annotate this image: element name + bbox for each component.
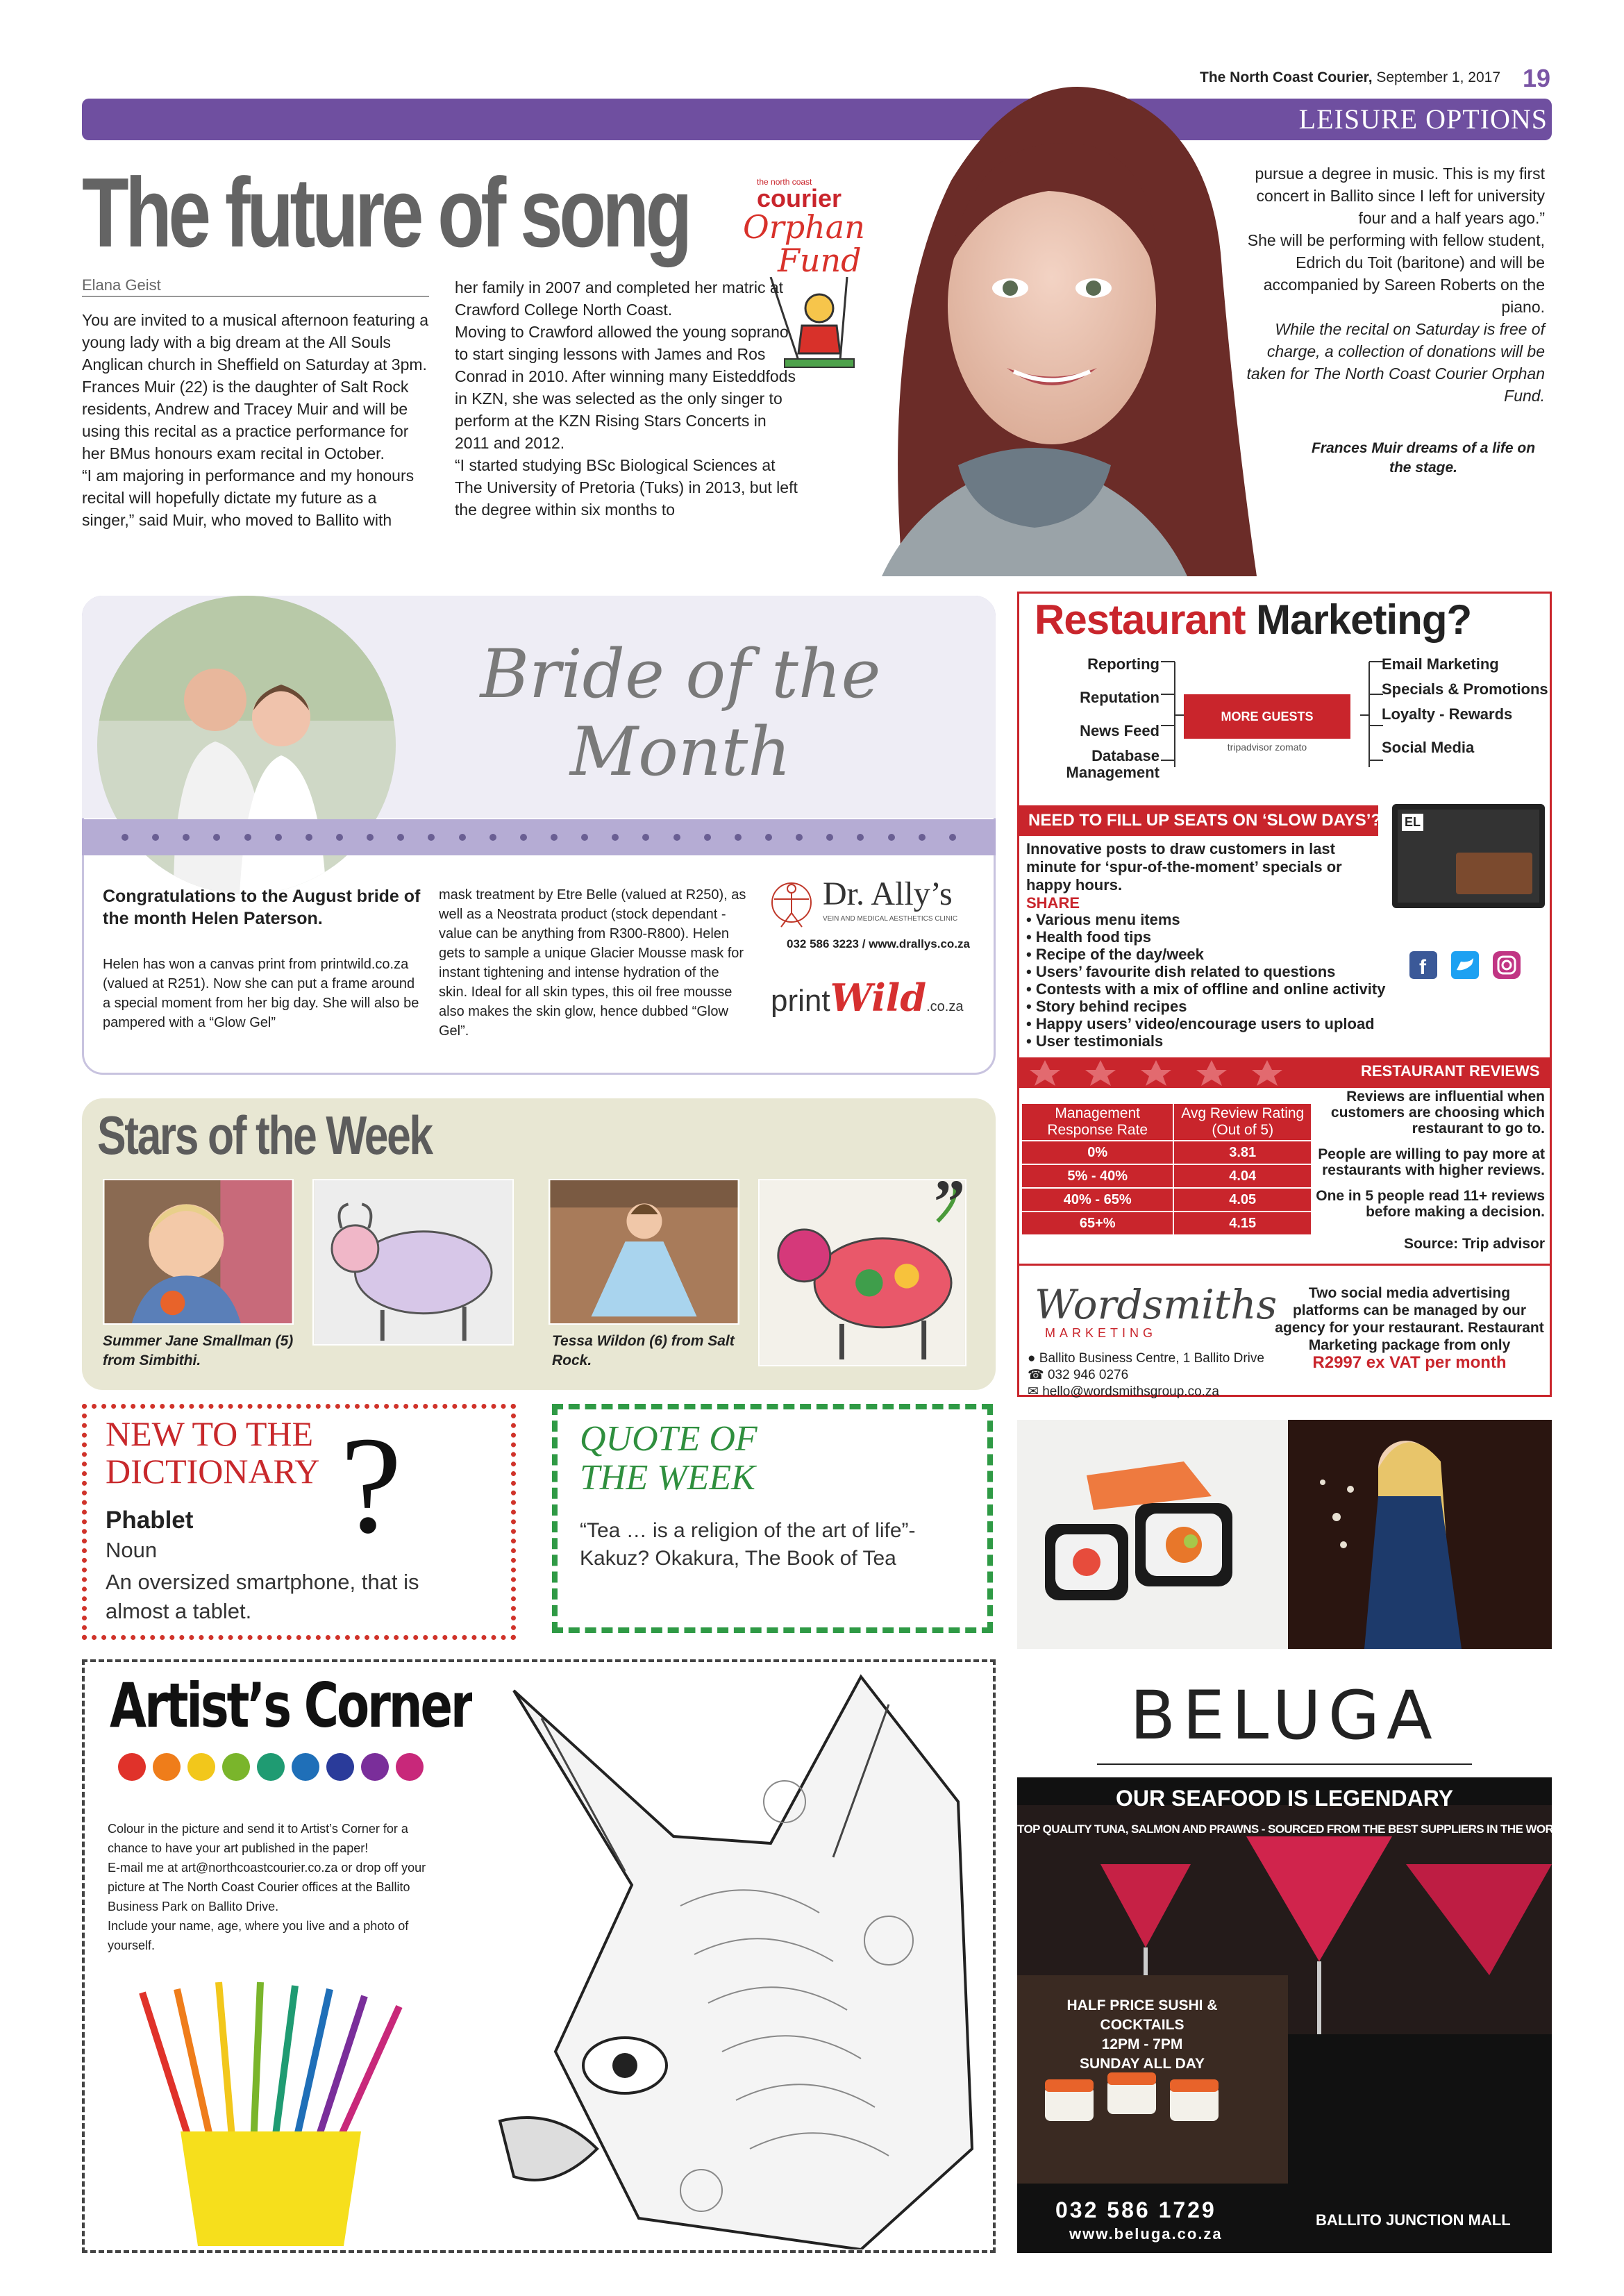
story-column-3 bbox=[1225, 162, 1545, 407]
rm-right-item: Social Media bbox=[1382, 739, 1475, 756]
beluga-ad bbox=[1017, 1420, 1568, 2253]
headline: The future of song bbox=[82, 158, 689, 268]
rm-title-red: Restaurant bbox=[1035, 596, 1246, 643]
summer-photo bbox=[103, 1179, 294, 1325]
beluga-divider bbox=[1097, 1763, 1472, 1765]
table-row bbox=[1021, 1212, 1312, 1235]
review-facts bbox=[1316, 1089, 1545, 1220]
offer-line: HALF PRICE SUSHI & COCKTAILS bbox=[1066, 1997, 1218, 2033]
byline: Elana Geist bbox=[82, 276, 429, 297]
social-icons bbox=[1409, 948, 1527, 982]
quote-marks: ” bbox=[934, 1168, 965, 1237]
restaurant-reviews-label: RESTAURANT REVIEWS bbox=[1361, 1062, 1540, 1080]
table-header: Management Response Rate bbox=[1021, 1103, 1173, 1141]
table-cell: 0% bbox=[1021, 1141, 1173, 1164]
definition: An oversized smartphone, that is almost a tablet. bbox=[106, 1570, 419, 1623]
question-mark: ? bbox=[340, 1409, 402, 1562]
tessa-caption: Tessa Wildon (6) from Salt Rock. bbox=[552, 1333, 735, 1368]
offer-text: Two social media advertising platforms can be managed by our agency for your restaurant. Restaurant Marketing package from only bbox=[1275, 1285, 1544, 1353]
dot bbox=[551, 834, 558, 841]
dot bbox=[275, 834, 282, 841]
location-icon: ● bbox=[1028, 1351, 1039, 1366]
beluga-subline: TOP QUALITY TUNA, SALMON AND PRAWNS - SOURCED FROM THE BEST SUPPLIERS IN THE WORLD bbox=[1017, 1822, 1568, 1836]
paragraph: She will be performing with fellow student, Edrich du Toit (baritone) and will be accompanied by Sareen Roberts on the piano. bbox=[1247, 231, 1545, 316]
story-column-2 bbox=[455, 276, 798, 521]
dot bbox=[152, 834, 159, 841]
table-cell: 3.81 bbox=[1173, 1141, 1312, 1164]
paragraph: You are invited to a musical afternoon featuring a young lady with a big dream at the All Souls Anglican church in Sheffield on Saturday at 3pm. bbox=[82, 311, 429, 374]
dot bbox=[826, 834, 833, 841]
paragraph: her family in 2007 and completed her matric at Crawford College North Coast. bbox=[455, 278, 784, 319]
dot bbox=[459, 834, 466, 841]
wordsmiths-logo: Wordsmiths bbox=[1035, 1281, 1278, 1328]
table-row bbox=[1021, 1188, 1312, 1212]
section-label: LEISURE OPTIONS bbox=[1298, 103, 1548, 135]
dot bbox=[673, 834, 680, 841]
rm-left-item: Database Management bbox=[1066, 747, 1160, 781]
tablet-food-image bbox=[1456, 853, 1532, 894]
part-of-speech: Noun bbox=[106, 1538, 158, 1562]
dot bbox=[642, 834, 649, 841]
table-cell: 4.04 bbox=[1173, 1164, 1312, 1188]
dot bbox=[213, 834, 220, 841]
paragraph: Frances Muir (22) is the daughter of Salt Rock residents, Andrew and Tracey Muir and will be using this recital as a practice performance for her BMus honours exam recital in October. bbox=[82, 378, 409, 462]
more-guests-badge: MORE GUESTS bbox=[1184, 694, 1350, 739]
dot bbox=[489, 834, 496, 841]
review-fact: People are willing to pay more at restaurants with higher reviews. bbox=[1318, 1146, 1545, 1178]
beluga-claim: OUR SEAFOOD IS LEGENDARY bbox=[1116, 1786, 1453, 1811]
rm-share-label: SHARE bbox=[1026, 894, 1080, 912]
rm-social-logos: tripadvisor zomato bbox=[1227, 741, 1307, 753]
review-source: Source: Trip advisor bbox=[1403, 1236, 1545, 1252]
paragraph: Colour in the picture and send it to Artist’s Corner for a chance to have your art published in the paper! bbox=[108, 1822, 408, 1855]
rm-subtext: Innovative posts to draw customers in last minute for ‘spur-of-the-moment’ specials or happy hours. bbox=[1026, 840, 1342, 894]
rm-right-list bbox=[1382, 656, 1548, 756]
rm-share-item: • Recipe of the day/week bbox=[1026, 946, 1204, 963]
offer-price: R2997 ex VAT per month bbox=[1312, 1353, 1507, 1372]
bride-text-2: mask treatment by Etre Belle (valued at R250), as well as a Neostrata product (stock dependant - value can be anything from R300-R800). Helen gets to sample a unique Glacier Mousse mask for instant tightening and intense hydration of the skin. Ideal for all skin types, this oil free mousse also makes the skin glow, hence dubbed “Glow Gel”. bbox=[439, 887, 746, 1039]
paragraph: E-mail me at art@northcoastcourier.co.za or drop off your picture at The North Coast Courier offices at the Ballito Business Park on Ballito Drive. bbox=[108, 1861, 426, 1913]
printwild-print: print bbox=[771, 984, 830, 1018]
review-fact: One in 5 people read 11+ reviews before making a decision. bbox=[1316, 1188, 1545, 1220]
rm-share-item: • User testimonials bbox=[1026, 1032, 1164, 1050]
rm-title-black: Marketing? bbox=[1256, 596, 1472, 643]
rm-share-item: • Happy users’ video/encourage users to upload bbox=[1026, 1015, 1375, 1032]
table-cell: 40% - 65% bbox=[1021, 1188, 1173, 1212]
coloured-pencils-icon bbox=[115, 1979, 434, 2246]
beluga-location: BALLITO JUNCTION MALL bbox=[1316, 2211, 1511, 2229]
paragraph: pursue a degree in music. This is my first concert in Ballito since I left for university four and a half years ago.” bbox=[1255, 165, 1545, 227]
dr-allys-contact: 032 586 3223 / www.drallys.co.za bbox=[787, 937, 970, 950]
dot bbox=[367, 834, 374, 841]
dot bbox=[305, 834, 312, 841]
dot bbox=[735, 834, 742, 841]
review-fact: Reviews are influential when customers are choosing which restaurant to go to. bbox=[1330, 1089, 1545, 1137]
dictionary-title bbox=[106, 1415, 319, 1490]
tablet-screen bbox=[1398, 810, 1539, 903]
dot bbox=[704, 834, 711, 841]
dot bbox=[581, 834, 588, 841]
page-number: 19 bbox=[1522, 64, 1550, 92]
summer-caption: Summer Jane Smallman (5) from Simbithi. bbox=[103, 1333, 294, 1368]
rm-share-item: • Story behind recipes bbox=[1026, 998, 1187, 1015]
bride-headline: Congratulations to the August bride of the month Helen Paterson. bbox=[103, 887, 421, 928]
dot bbox=[612, 834, 619, 841]
dot bbox=[919, 834, 926, 841]
phone-text: 032 946 0276 bbox=[1047, 1368, 1129, 1382]
dot bbox=[183, 834, 190, 841]
rm-share-item: • Various menu items bbox=[1026, 911, 1180, 928]
logo-fund: Fund bbox=[778, 242, 862, 279]
rm-right-item: Loyalty - Rewards bbox=[1382, 705, 1513, 723]
bride-text-1: Helen has won a canvas print from printwild.co.za (valued at R251). Now she can put a frame around a special moment from her big day. She will also be pampered with a “Glow Gel” bbox=[103, 957, 419, 1030]
dot bbox=[857, 834, 864, 841]
tessa-photo bbox=[549, 1179, 739, 1325]
dictionary-word: Phablet bbox=[106, 1507, 194, 1534]
table-row bbox=[1021, 1164, 1312, 1188]
quote-text: “Tea … is a religion of the art of life”- Kakuz? Okakura, The Book of Tea bbox=[580, 1519, 916, 1570]
logo-courier: courier bbox=[757, 184, 842, 212]
offer-line: SUNDAY ALL DAY bbox=[1079, 2056, 1205, 2072]
dr-allys-name: Dr. Ally’s bbox=[823, 875, 953, 912]
dot bbox=[520, 834, 527, 841]
wordsmiths-sub: MARKETING bbox=[1045, 1326, 1157, 1340]
beluga-ad-imagery bbox=[1017, 1420, 1568, 2253]
wordsmiths-contact bbox=[1028, 1350, 1278, 1400]
dot bbox=[336, 834, 343, 841]
bride-title-line2: Month bbox=[569, 713, 792, 791]
beluga-website: www.beluga.co.za bbox=[1069, 2225, 1223, 2243]
table-cell: 4.05 bbox=[1173, 1188, 1312, 1212]
rm-right-item: Specials & Promotions bbox=[1382, 680, 1548, 698]
rm-left-item: Reporting bbox=[1087, 655, 1160, 673]
email-text: hello@wordsmithsgroup.co.za bbox=[1042, 1384, 1219, 1399]
printwild-logo bbox=[771, 975, 979, 1031]
rm-share-item: • Users’ favourite dish related to questions bbox=[1026, 963, 1336, 980]
bride-title-line1: Bride of the bbox=[480, 635, 881, 713]
rm-share-list bbox=[1026, 911, 1387, 1050]
quote-title-line2: THE WEEK bbox=[580, 1458, 755, 1498]
bride-title bbox=[472, 635, 889, 791]
phone bbox=[1028, 1367, 1278, 1384]
rm-left-item: Reputation bbox=[1080, 689, 1160, 706]
reviews-table bbox=[1021, 1103, 1312, 1236]
dot bbox=[397, 834, 404, 841]
email-icon: ✉ bbox=[1028, 1384, 1043, 1399]
beluga-logo: BELUGA bbox=[1130, 1677, 1439, 1754]
dot bbox=[796, 834, 803, 841]
paragraph: While the recital on Saturday is free of charge, a collection of donations will be taken for The North Coast Courier Orphan Fund. bbox=[1246, 320, 1545, 405]
dictionary-title-line2: DICTIONARY bbox=[106, 1452, 320, 1491]
dr-allys-tag: VEIN AND MEDICAL AESTHETICS CLINIC bbox=[823, 915, 958, 923]
table-row bbox=[1021, 1141, 1312, 1164]
paint-splatters-icon bbox=[115, 1746, 434, 1788]
tablet-mockup bbox=[1392, 804, 1545, 908]
table-header: Avg Review Rating (Out of 5) bbox=[1173, 1103, 1312, 1141]
dot bbox=[888, 834, 895, 841]
paragraph: “I am majoring in performance and my honours recital will hopefully dictate my future as a singer,” said Muir, who moved to Ballito with bbox=[82, 467, 415, 529]
stars-title: Stars of the Week bbox=[97, 1105, 432, 1166]
quote-title bbox=[580, 1420, 757, 1498]
story-column-1 bbox=[82, 309, 433, 531]
printwild-wild: Wild bbox=[830, 975, 927, 1020]
address-text: Ballito Business Centre, 1 Ballito Drive bbox=[1039, 1351, 1264, 1366]
email bbox=[1028, 1384, 1278, 1400]
publication-name: The North Coast Courier, bbox=[1200, 69, 1373, 85]
offer-line: 12PM - 7PM bbox=[1101, 2036, 1183, 2052]
paragraph: “I started studying BSc Biological Sciences at The University of Pretoria (Tuks) in 2013, but left the degree within six months to bbox=[455, 456, 798, 519]
rm-share-item: • Contests with a mix of offline and online activity bbox=[1026, 980, 1386, 998]
dictionary-title-line1: NEW TO THE bbox=[106, 1414, 314, 1453]
dot bbox=[122, 834, 128, 841]
wolf-colouring-image bbox=[472, 1663, 986, 2249]
printwild-domain: .co.za bbox=[926, 999, 964, 1014]
artists-corner-title: Artist’s Corner bbox=[110, 1670, 472, 1741]
summer-artwork bbox=[312, 1179, 514, 1346]
photo-caption: Frances Muir dreams of a life on the stage. bbox=[1311, 440, 1536, 476]
rm-title bbox=[1035, 596, 1471, 644]
beluga-offer bbox=[1024, 1996, 1260, 2074]
rm-banner: NEED TO FILL UP SEATS ON ‘SLOW DAYS’? bbox=[1017, 805, 1378, 836]
rm-right-item: Email Marketing bbox=[1382, 655, 1499, 673]
dot bbox=[428, 834, 435, 841]
dotted-band bbox=[82, 819, 996, 855]
rm-divider bbox=[1017, 1264, 1552, 1266]
table-cell: 5% - 40% bbox=[1021, 1164, 1173, 1188]
table-cell: 4.15 bbox=[1173, 1212, 1312, 1235]
rm-left-item: News Feed bbox=[1080, 722, 1160, 739]
dot bbox=[765, 834, 772, 841]
table-cell: 65+% bbox=[1021, 1212, 1173, 1235]
logo-orphan: Orphan bbox=[743, 208, 865, 246]
rm-share-item: • Health food tips bbox=[1026, 928, 1152, 946]
rm-left-list bbox=[1028, 656, 1160, 781]
quote-title-line1: QUOTE OF bbox=[580, 1419, 757, 1459]
paragraph: Moving to Crawford allowed the young soprano to start singing lessons with James and Ros Conrad in 2010. After winning many Eisteddfods in KZN, she was selected as the only singer to perform at the KZN Rising Stars Concerts in 2011 and 2012. bbox=[455, 323, 796, 452]
issue-date: September 1, 2017 bbox=[1376, 69, 1500, 85]
paragraph: Include your name, age, where you live and a photo of yourself. bbox=[108, 1919, 409, 1952]
tablet-label: EL bbox=[1402, 814, 1423, 831]
dot bbox=[244, 834, 251, 841]
dot bbox=[949, 834, 956, 841]
vitruvian-icon bbox=[771, 875, 812, 930]
svg-text:f: f bbox=[1419, 956, 1426, 979]
address bbox=[1028, 1350, 1278, 1367]
artists-corner-text bbox=[108, 1819, 434, 1955]
rating-stars-icon bbox=[1017, 1057, 1323, 1088]
logo-small-text: the north coast bbox=[757, 177, 812, 187]
wordsmiths-offer bbox=[1274, 1284, 1545, 1371]
beluga-phone: 032 586 1729 bbox=[1055, 2197, 1216, 2222]
phone-icon: ☎ bbox=[1028, 1368, 1048, 1382]
